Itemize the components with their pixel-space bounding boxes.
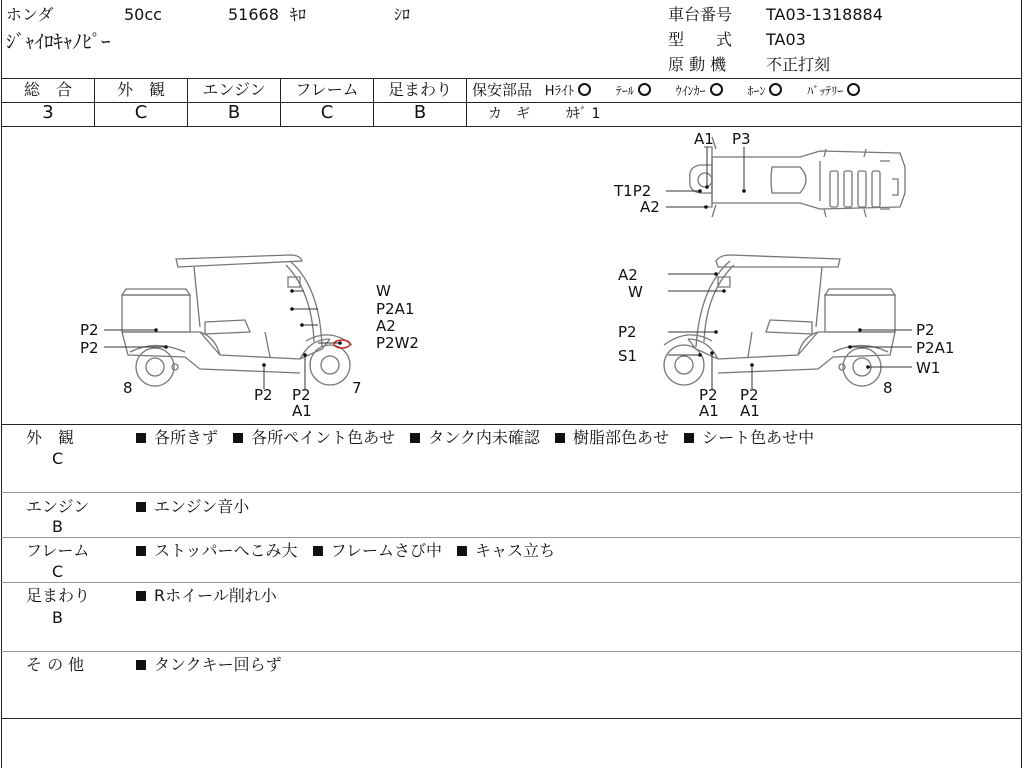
winker-ok-mark (710, 83, 723, 96)
safety-item-battery: ﾊﾞｯﾃﾘｰ (807, 84, 844, 98)
comment-section-frame: フレーム (26, 541, 90, 560)
label-right-A2: A2 (618, 266, 638, 284)
label-left-P2-mid: P2 (254, 386, 273, 404)
header-divider (1, 78, 1022, 79)
comment-items-frame (136, 542, 565, 560)
diagram-bottom-divider (1, 424, 1022, 425)
label-left-P2W2: P2W2 (376, 334, 419, 352)
grade-col-divider-5 (466, 78, 467, 126)
grade-value-suspension: B (413, 102, 427, 123)
label-top-A1: A1 (694, 130, 714, 148)
comment-divider-4 (1, 651, 1022, 652)
label-left-W: W (376, 282, 391, 300)
label-top-A2: A2 (640, 198, 660, 216)
frame-number-label: 車台番号 (668, 5, 733, 24)
comment-item: シート色あせ中 (702, 428, 815, 447)
type-label: 型 式 (668, 30, 733, 49)
comment-section-exterior: 外 観 (26, 428, 75, 447)
comment-item: 樹脂部色あせ (573, 428, 670, 447)
comment-divider-3 (1, 582, 1022, 583)
comment-grade-exterior: C (52, 449, 64, 468)
comment-bottom-divider (1, 718, 1022, 719)
right-side-scooter-drawing (664, 255, 895, 386)
label-right-P2: P2 (618, 323, 637, 341)
label-left-A2: A2 (376, 317, 396, 335)
comment-item: ストッパーへこみ大 (154, 541, 298, 560)
comment-divider-1 (1, 492, 1022, 493)
grade-header-engine: エンジン (202, 80, 266, 99)
comment-items-other (136, 656, 292, 674)
damage-diagram (0, 127, 1022, 423)
label-left-P2-lower: P2 (80, 339, 99, 357)
safety-item-tail: ﾃｰﾙ (615, 84, 634, 98)
engine-label: 原 動 機 (668, 55, 727, 74)
label-right-A1-b: A1 (740, 402, 760, 420)
comment-item: エンジン音小 (154, 497, 250, 516)
comment-item: キャス立ち (475, 541, 556, 560)
comment-items-suspension (136, 587, 287, 605)
comment-item: 各所ペイント色あせ (251, 428, 396, 447)
comment-grade-engine: B (52, 517, 63, 536)
label-left-P2A1: P2A1 (376, 300, 415, 318)
frame-number-value: TA03-1318884 (766, 5, 883, 24)
comment-item: Rホイール削れ小 (154, 586, 277, 605)
maker: ホンダ (6, 5, 54, 24)
label-left-7: 7 (352, 379, 362, 397)
comment-item: タンクキー回らず (154, 655, 282, 674)
grade-header-overall: 総 合 (23, 80, 72, 99)
mileage: 51668 (228, 5, 279, 24)
damage-mark-front-fender (334, 340, 350, 348)
label-top-P3: P3 (732, 130, 751, 148)
label-right-P2-a: P2 (699, 386, 718, 404)
label-right-8: 8 (883, 379, 893, 397)
top-view-scooter-drawing (690, 137, 905, 217)
label-right-P2-b: P2 (740, 386, 759, 404)
label-right-W1: W1 (916, 359, 941, 377)
comment-items-engine (136, 498, 259, 516)
comment-divider-2 (1, 537, 1022, 538)
label-right-S1: S1 (618, 347, 638, 365)
comment-section-engine: エンジン (26, 497, 90, 516)
label-right-P2A1: P2A1 (916, 339, 955, 357)
displacement: 50cc (124, 5, 162, 24)
grade-header-divider (1, 102, 1022, 103)
safety-item-headlight: Hﾗｲﾄ (544, 84, 575, 99)
label-left-P2-upper: P2 (80, 321, 99, 339)
grade-header-frame: フレーム (295, 80, 359, 99)
comment-item: フレームさび中 (330, 541, 442, 560)
label-right-A1-a: A1 (699, 402, 719, 420)
comment-item: タンク内未確認 (428, 428, 540, 447)
grade-header-exterior: 外 観 (116, 80, 165, 99)
comment-items-exterior (136, 429, 824, 447)
battery-ok-mark (847, 83, 860, 96)
left-side-scooter-drawing (122, 255, 352, 386)
mileage-group (228, 6, 306, 24)
comment-item: 各所きず (154, 428, 219, 447)
comment-section-other: そ の 他 (26, 655, 85, 674)
label-left-8: 8 (123, 379, 133, 397)
type-value: TA03 (766, 30, 806, 49)
key-value: ｶｷﾞ 1 (566, 106, 601, 122)
safety-label: 保安部品 (472, 81, 533, 99)
grade-value-exterior: C (134, 102, 148, 123)
comment-section-suspension: 足まわり (26, 586, 91, 605)
safety-row (472, 81, 866, 101)
comment-grade-frame: C (52, 562, 64, 581)
horn-ok-mark (769, 83, 782, 96)
engine-value: 不正打刻 (766, 55, 831, 74)
mileage-unit: ｷﾛ (290, 5, 307, 24)
key-label: カ ギ (488, 106, 530, 122)
grade-header-suspension: 足まわり (387, 80, 452, 99)
grade-value-frame: C (320, 102, 334, 123)
model-name: ｼﾞｬｲﾛｷｬﾉﾋﾟｰ (6, 31, 111, 53)
leader-lines (104, 147, 912, 389)
tail-ok-mark (638, 83, 651, 96)
label-top-T1P2: T1P2 (614, 182, 652, 200)
label-right-W: W (628, 283, 643, 301)
grade-value-engine: B (227, 102, 241, 123)
safety-item-horn: ﾎｰﾝ (747, 84, 766, 98)
headlight-ok-mark (578, 83, 591, 96)
color: ｼﾛ (394, 5, 411, 24)
label-right-P2-rear: P2 (916, 321, 935, 339)
label-left-P2-bottom: P2 (292, 386, 311, 404)
safety-item-winker: ｳｲﾝｶｰ (675, 84, 706, 98)
grade-value-overall: 3 (42, 102, 54, 123)
label-left-A1-bottom: A1 (292, 402, 312, 420)
comment-grade-suspension: B (52, 608, 63, 627)
